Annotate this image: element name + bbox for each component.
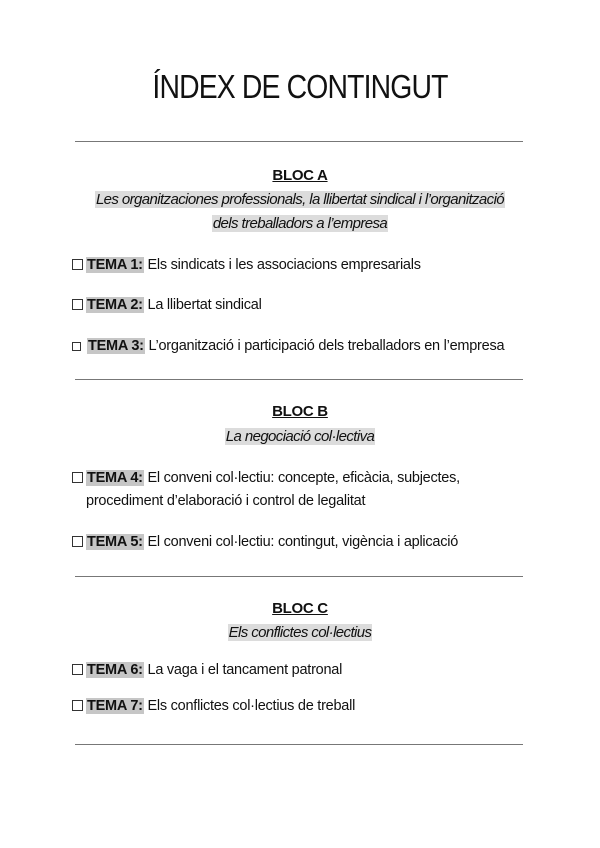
subtitle-line: Els conflictes col·lectius: [228, 624, 372, 641]
checkbox-icon[interactable]: [72, 259, 83, 270]
tema-item: [72, 467, 460, 513]
tema-item: [72, 531, 458, 554]
checkbox-icon[interactable]: [72, 536, 83, 547]
tema-label: TEMA 2:: [87, 297, 143, 313]
bloc-label: BLOC C: [272, 600, 328, 617]
tema-label: TEMA 5:: [87, 534, 143, 550]
bloc-a-subtitle: [0, 191, 600, 208]
tema-text: El conveni col·lectiu: concepte, eficàcia, subjectes,: [147, 470, 460, 486]
tema-text: El conveni col·lectiu: contingut, vigència i aplicació: [147, 534, 459, 550]
checkbox-icon[interactable]: [72, 472, 83, 483]
tema-text-continued: procediment d’elaboració i control de legalitat: [86, 493, 366, 509]
bloc-label: BLOC A: [272, 167, 328, 184]
divider: [75, 744, 523, 745]
tema-item: [72, 659, 342, 682]
tema-label: TEMA 7:: [87, 698, 143, 714]
bloc-c-subtitle: [0, 624, 600, 641]
checkbox-icon[interactable]: [72, 700, 83, 711]
tema-label: TEMA 4:: [87, 470, 143, 486]
bloc-c-heading: [0, 600, 600, 617]
bloc-a-heading: [0, 167, 600, 184]
subtitle-line: dels treballadors a l’empresa: [212, 215, 388, 232]
tema-text: Els conflictes col·lectius de treball: [147, 698, 356, 714]
tema-text: L’organització i participació dels treballadors en l’empresa: [148, 338, 505, 354]
tema-item: [72, 294, 262, 317]
tema-text: La vaga i el tancament patronal: [147, 662, 343, 678]
bloc-b-subtitle: [0, 428, 600, 445]
divider: [75, 379, 523, 380]
tema-item: [72, 695, 355, 718]
divider: [75, 141, 523, 142]
bloc-label: BLOC B: [272, 403, 328, 420]
divider: [75, 576, 523, 577]
tema-text: Els sindicats i les associacions empresarials: [143, 257, 421, 273]
tema-label: TEMA 6:: [87, 662, 143, 678]
subtitle-line: Les organitzaciones professionals, la llibertat sindical i l’organització: [95, 191, 505, 208]
tema-item: [72, 335, 504, 358]
subtitle-line: La negociació col·lectiva: [225, 428, 375, 445]
tema-label: TEMA 3:: [88, 338, 144, 354]
page-title: ÍNDEX DE CONTINGUT: [152, 68, 448, 105]
tema-label: TEMA 1:: [87, 257, 143, 273]
checkbox-icon[interactable]: [72, 664, 83, 675]
bloc-b-heading: [0, 403, 600, 420]
tema-item: [72, 254, 421, 277]
tema-text: La llibertat sindical: [147, 297, 262, 313]
checkbox-icon[interactable]: [72, 342, 81, 351]
bloc-a-subtitle: [0, 215, 600, 232]
checkbox-icon[interactable]: [72, 299, 83, 310]
